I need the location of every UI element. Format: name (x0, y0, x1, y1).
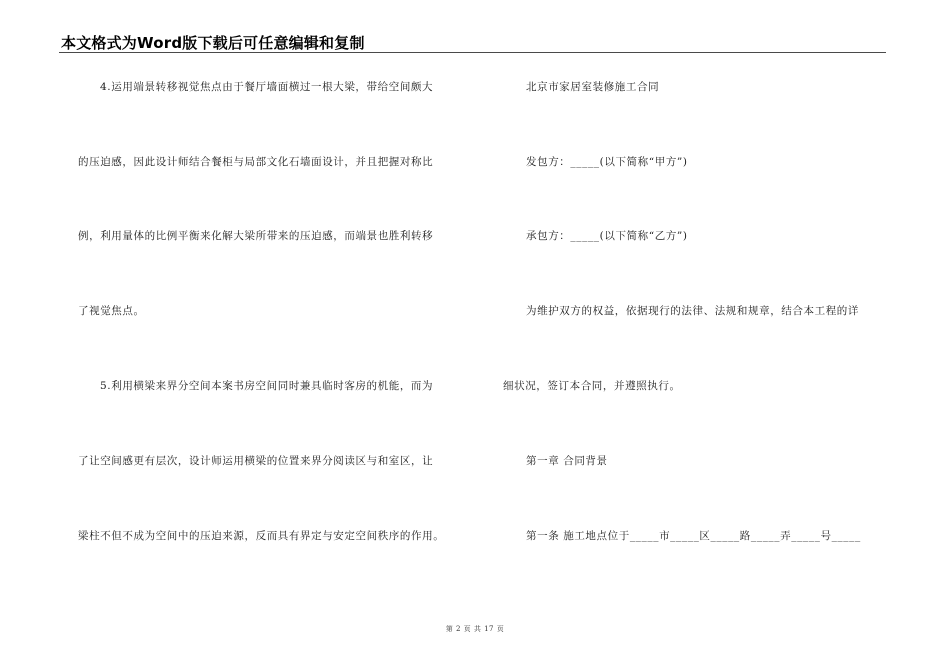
left-paragraph-line: 5.利用横梁来界分空间本案书房空间同时兼具临时客房的机能，而为 (100, 380, 434, 392)
left-paragraph-line: 的压迫感，因此设计师结合餐柜与局部文化石墙面设计，并且把握对称比 (78, 156, 434, 168)
left-paragraph-line: 4.运用端景转移视觉焦点由于餐厅墙面横过一根大梁，带给空间颇大 (100, 81, 434, 93)
left-paragraph-line: 梁柱不但不成为空间中的压迫来源，反而具有界定与安定空间秩序的作用。 (78, 530, 445, 542)
page-number: 第 2 页 共 17 页 (445, 625, 505, 633)
contract-party-a: 发包方：_____(以下简称“甲方”) (526, 156, 688, 168)
document-header-title: 本文格式为Word版下载后可任意编辑和复制 (61, 34, 365, 52)
left-paragraph-line: 了视觉焦点。 (78, 305, 145, 317)
header-divider (59, 52, 886, 53)
right-paragraph-line: 细状况，签订本合同，并遵照执行。 (503, 380, 681, 392)
contract-party-b: 承包方：_____(以下简称“乙方”) (526, 230, 688, 242)
chapter-heading: 第一章 合同背景 (526, 455, 608, 467)
left-paragraph-line: 了让空间感更有层次，设计师运用横梁的位置来界分阅读区与和室区，让 (78, 455, 434, 467)
article-line: 第一条 施工地点位于_____市_____区_____路_____弄_____号_____ (526, 530, 861, 542)
left-paragraph-line: 例，利用量体的比例平衡来化解大梁所带来的压迫感，而端景也胜利转移 (78, 230, 434, 242)
right-paragraph-line: 为维护双方的权益，依据现行的法律、法规和规章，结合本工程的详 (526, 305, 859, 317)
contract-title: 北京市家居室装修施工合同 (526, 81, 660, 93)
